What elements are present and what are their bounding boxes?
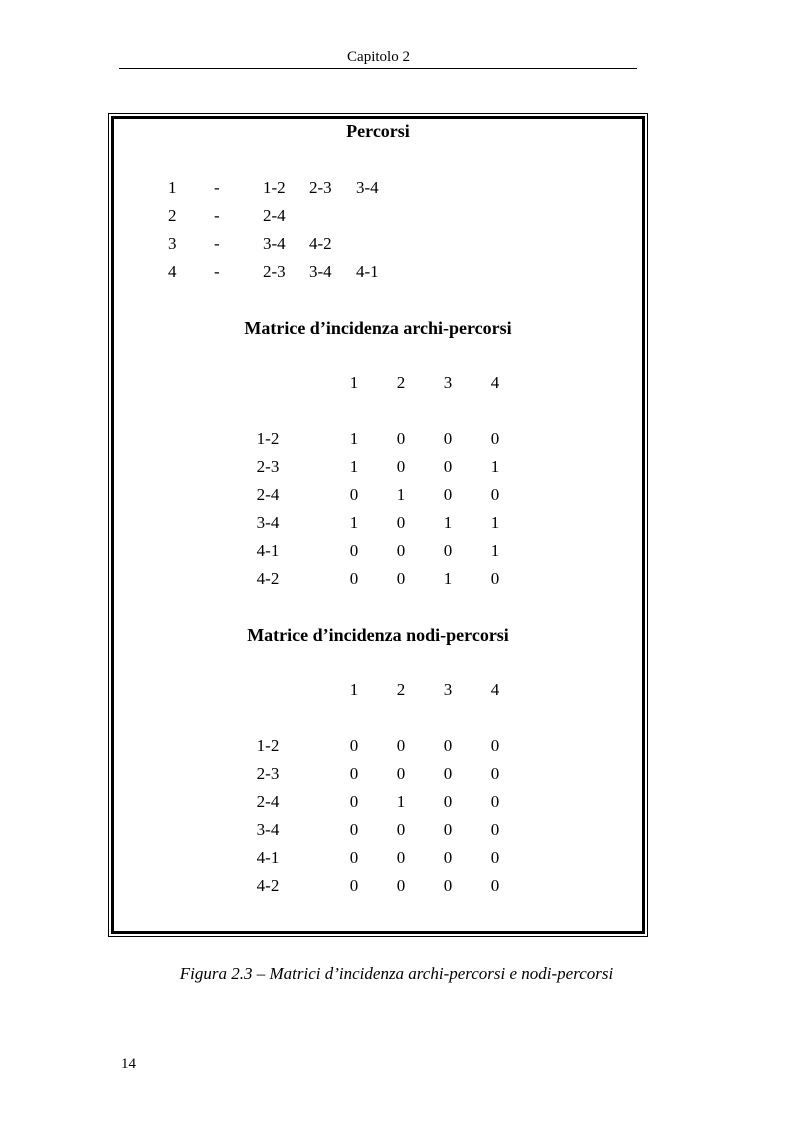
figure-frame	[111, 116, 645, 934]
matrix-cell: 0	[396, 876, 406, 895]
archi-matrix-title: Matrice d’incidenza archi-percorsi	[244, 318, 512, 338]
matrix-column-header: 4	[490, 373, 500, 392]
matrix-cell: 0	[490, 569, 500, 588]
matrix-cell: 1	[396, 792, 406, 811]
matrix-cell: 0	[490, 876, 500, 895]
percorso-id: 1	[168, 178, 177, 197]
matrix-cell: 0	[443, 736, 453, 755]
matrix-cell: 1	[490, 513, 500, 532]
nodi-matrix-title: Matrice d’incidenza nodi-percorsi	[247, 625, 509, 645]
matrix-row-label: 4-2	[256, 876, 280, 895]
matrix-column-header: 2	[396, 373, 406, 392]
matrix-cell: 0	[443, 792, 453, 811]
matrix-cell: 0	[349, 541, 359, 560]
matrix-column-header: 3	[443, 373, 453, 392]
percorso-dash: -	[214, 206, 220, 225]
matrix-cell: 0	[349, 485, 359, 504]
matrix-row-label: 2-4	[256, 485, 280, 504]
matrix-cell: 0	[396, 541, 406, 560]
matrix-cell: 0	[349, 876, 359, 895]
matrix-cell: 0	[443, 429, 453, 448]
matrix-cell: 0	[349, 569, 359, 588]
matrix-cell: 0	[396, 848, 406, 867]
matrix-cell: 0	[490, 792, 500, 811]
matrix-cell: 0	[443, 876, 453, 895]
matrix-cell: 1	[490, 541, 500, 560]
matrix-cell: 0	[396, 429, 406, 448]
matrix-column-header: 2	[396, 680, 406, 699]
matrix-cell: 0	[396, 457, 406, 476]
matrix-cell: 0	[490, 485, 500, 504]
matrix-cell: 0	[396, 513, 406, 532]
matrix-column-header: 4	[490, 680, 500, 699]
figure-caption: Figura 2.3 – Matrici d’incidenza archi-percorsi e nodi-percorsi	[179, 964, 614, 983]
matrix-cell: 0	[396, 820, 406, 839]
percorso-arc: 4-2	[309, 234, 332, 253]
matrix-cell: 0	[443, 764, 453, 783]
matrix-column-header: 3	[443, 680, 453, 699]
matrix-cell: 0	[349, 820, 359, 839]
matrix-cell: 0	[349, 848, 359, 867]
matrix-row-label: 4-1	[256, 848, 280, 867]
percorso-dash: -	[214, 234, 220, 253]
percorso-arc: 2-3	[309, 178, 332, 197]
header-rule	[119, 68, 637, 69]
percorso-arc: 2-3	[263, 262, 286, 281]
matrix-cell: 1	[490, 457, 500, 476]
matrix-cell: 0	[490, 820, 500, 839]
matrix-row-label: 3-4	[256, 513, 280, 532]
matrix-cell: 0	[349, 792, 359, 811]
percorsi-title: Percorsi	[346, 121, 410, 141]
matrix-cell: 1	[349, 457, 359, 476]
matrix-row-label: 2-3	[256, 764, 280, 783]
percorso-id: 4	[168, 262, 177, 281]
matrix-row-label: 1-2	[256, 736, 280, 755]
matrix-row-label: 2-4	[256, 792, 280, 811]
matrix-cell: 0	[349, 764, 359, 783]
matrix-cell: 0	[490, 429, 500, 448]
percorso-arc: 3-4	[356, 178, 379, 197]
matrix-cell: 0	[443, 820, 453, 839]
percorso-dash: -	[214, 262, 220, 281]
percorso-arc: 3-4	[309, 262, 332, 281]
matrix-cell: 0	[490, 736, 500, 755]
matrix-cell: 0	[396, 764, 406, 783]
percorso-id: 3	[168, 234, 177, 253]
matrix-cell: 1	[443, 569, 453, 588]
percorso-id: 2	[168, 206, 177, 225]
percorso-dash: -	[214, 178, 220, 197]
matrix-cell: 0	[396, 736, 406, 755]
matrix-cell: 0	[443, 541, 453, 560]
percorso-arc: 4-1	[356, 262, 379, 281]
matrix-cell: 1	[396, 485, 406, 504]
matrix-cell: 1	[443, 513, 453, 532]
matrix-cell: 0	[443, 485, 453, 504]
matrix-cell: 1	[349, 429, 359, 448]
matrix-cell: 0	[490, 764, 500, 783]
matrix-column-header: 1	[349, 373, 359, 392]
percorso-arc: 3-4	[263, 234, 286, 253]
page-number: 14	[121, 1056, 136, 1072]
percorso-arc: 1-2	[263, 178, 286, 197]
matrix-row-label: 1-2	[256, 429, 280, 448]
matrix-cell: 0	[490, 848, 500, 867]
matrix-row-label: 4-1	[256, 541, 280, 560]
matrix-row-label: 3-4	[256, 820, 280, 839]
matrix-cell: 0	[396, 569, 406, 588]
matrix-cell: 0	[349, 736, 359, 755]
matrix-row-label: 2-3	[256, 457, 280, 476]
matrix-row-label: 4-2	[256, 569, 280, 588]
matrix-cell: 1	[349, 513, 359, 532]
percorso-arc: 2-4	[263, 206, 286, 225]
matrix-cell: 0	[443, 457, 453, 476]
running-header: Capitolo 2	[347, 49, 410, 65]
matrix-column-header: 1	[349, 680, 359, 699]
matrix-cell: 0	[443, 848, 453, 867]
